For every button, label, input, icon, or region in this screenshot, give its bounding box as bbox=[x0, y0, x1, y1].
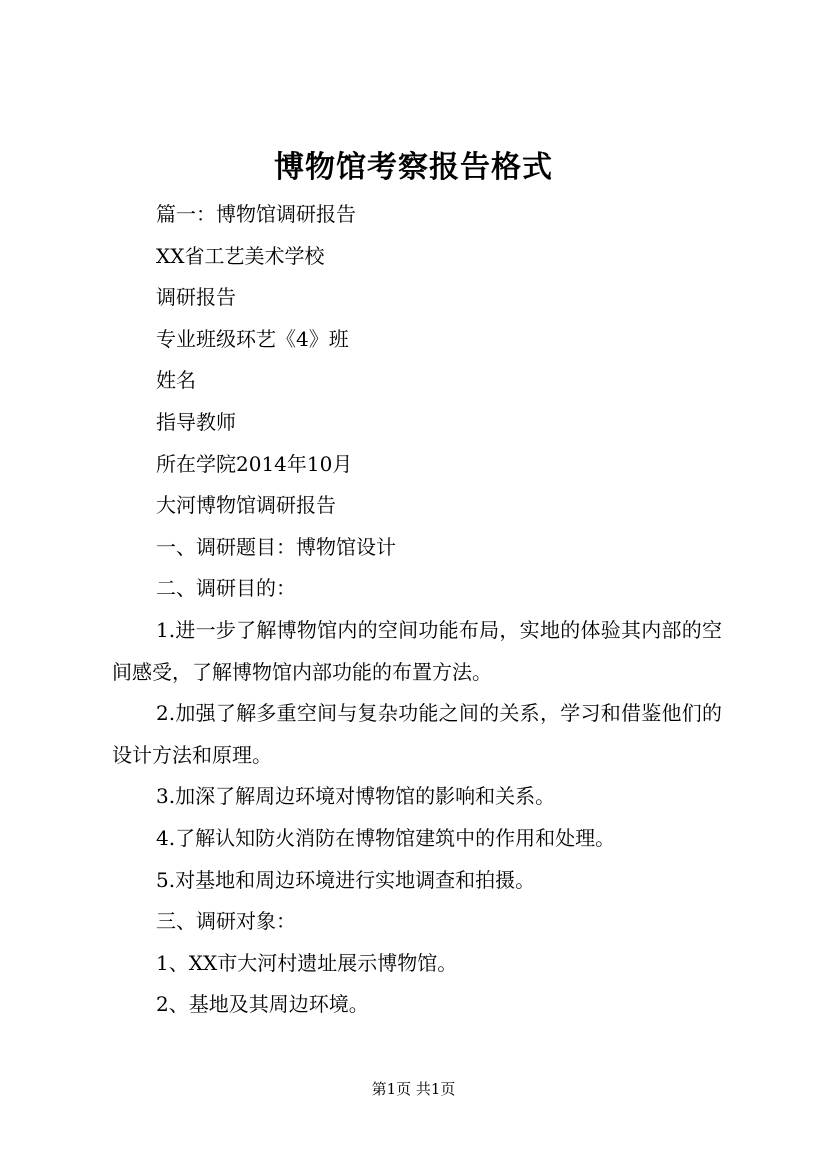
paragraph: 2、基地及其周边环境。 bbox=[156, 992, 369, 1017]
paragraph: 5.对基地和周边环境进行实地调查和拍摄。 bbox=[156, 867, 536, 892]
paragraph: XX省工艺美术学校 bbox=[156, 243, 325, 268]
paragraph: 2.加强了解多重空间与复杂功能之间的关系，学习和借鉴他们的设计方法和原理。 bbox=[112, 701, 722, 767]
page-footer: 第1页 共1页 bbox=[371, 1080, 456, 1098]
paragraph: 4.了解认知防火消防在博物馆建筑中的作用和处理。 bbox=[156, 825, 616, 850]
paragraph: 所在学院2014年10月 bbox=[156, 451, 353, 476]
paragraph: 1、XX市大河村遗址展示博物馆。 bbox=[156, 950, 458, 975]
paragraph: 专业班级环艺《4》班 bbox=[156, 326, 349, 351]
paragraph: 1.进一步了解博物馆内的空间功能布局，实地的体验其内部的空间感受，了解博物馆内部功能的布置方法。 bbox=[112, 617, 722, 684]
paragraph: 3.加深了解周边环境对博物馆的影响和关系。 bbox=[156, 784, 556, 809]
document-title: 博物馆考察报告格式 bbox=[274, 150, 553, 185]
paragraph: 调研报告 bbox=[156, 285, 236, 310]
paragraph: 三、调研对象： bbox=[156, 909, 296, 934]
paragraph: 一、调研题目：博物馆设计 bbox=[156, 534, 396, 559]
paragraph: 姓名 bbox=[156, 368, 196, 393]
paragraph: 大河博物馆调研报告 bbox=[156, 493, 336, 518]
document-body bbox=[112, 194, 722, 1026]
paragraph: 二、调研目的： bbox=[156, 576, 296, 601]
paragraph: 篇一：博物馆调研报告 bbox=[156, 202, 356, 226]
paragraph: 指导教师 bbox=[156, 409, 236, 434]
